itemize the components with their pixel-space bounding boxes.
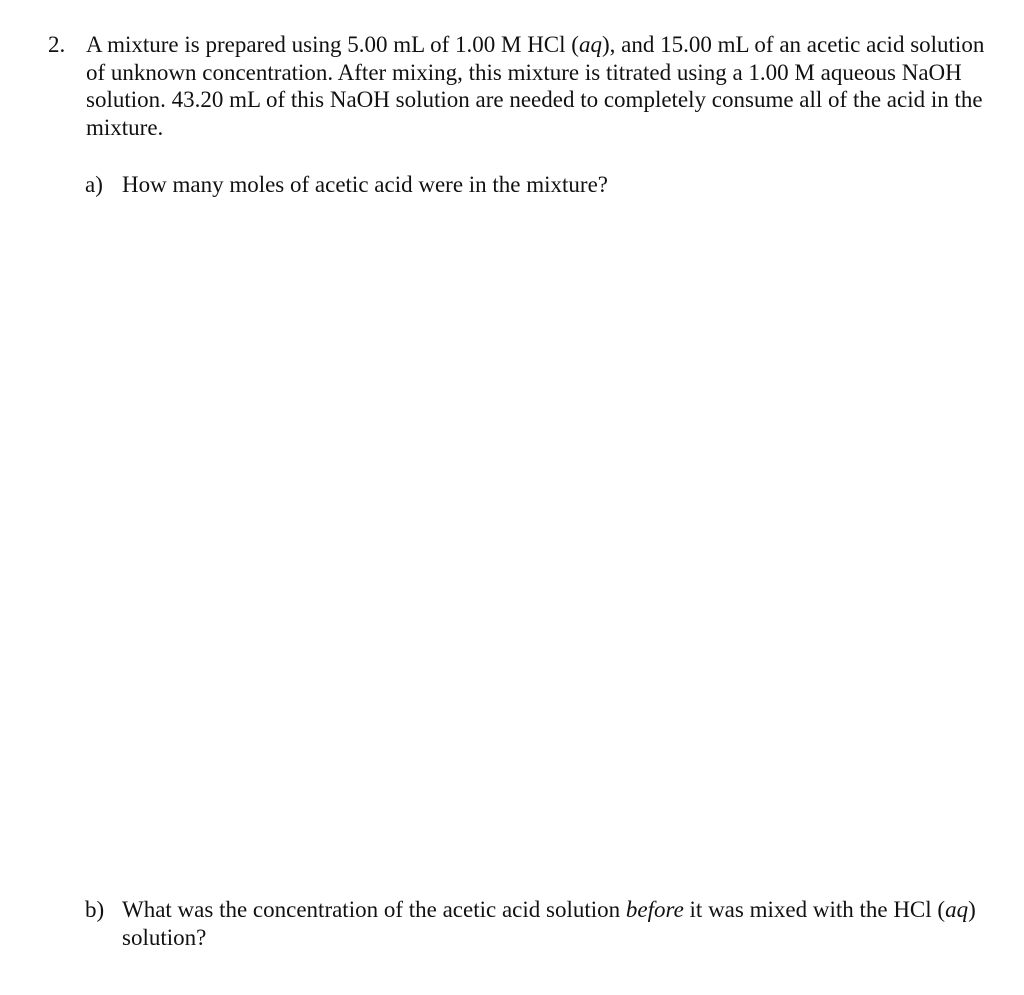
question-2	[48, 31, 998, 141]
aq-italic: aq	[578, 32, 602, 57]
answer-space-a[interactable]	[122, 210, 982, 880]
part-a	[85, 171, 985, 199]
part-a-letter: a)	[85, 172, 103, 197]
part-b	[85, 896, 985, 951]
part-b-text: What was the concentration of the acetic acid solution before it was mixed with the HCl (aq) solution?	[122, 897, 976, 950]
question-text: A mixture is prepared using 5.00 mL of 1.00 M HCl (aq), and 15.00 mL of an acetic acid solution of unknown concentration. After mixing, this mixture is titrated using a 1.00 M aqueous NaOH solution. 43.20 mL of this NaOH solution are needed to completely consume all of the acid in the mixture.	[86, 32, 985, 140]
question-number: 2.	[48, 32, 66, 57]
aq-italic: aq	[945, 897, 969, 922]
before-emphasis: before	[625, 897, 684, 922]
part-a-text: How many moles of acetic acid were in the mixture?	[122, 172, 609, 197]
part-b-letter: b)	[85, 897, 105, 922]
